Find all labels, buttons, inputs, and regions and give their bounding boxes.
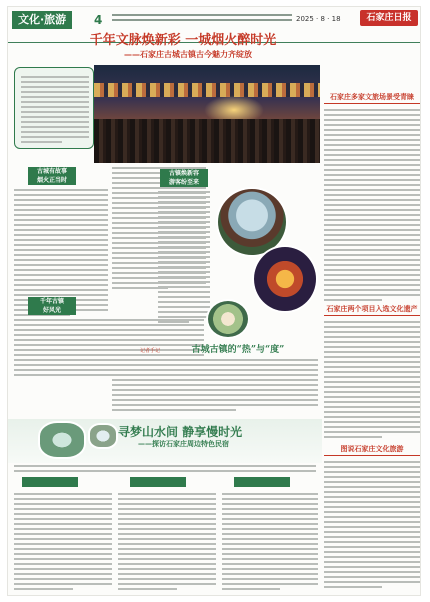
tea-scene-photo [206, 299, 250, 339]
feature-title: 古城古镇的“热”与“度” [191, 345, 285, 355]
bottom-column-text-3 [222, 493, 318, 593]
bottom-headline: 寻梦山水间 静享慢时光 [118, 425, 243, 439]
page-number: 4 [94, 13, 103, 27]
bottom-intro-text [14, 465, 316, 475]
lead-headline: 千年文脉焕新彩 一城烟火醉时光 [89, 33, 277, 48]
column-heading-left-2: 千年古镇 好风光 [28, 297, 76, 315]
intro-box [14, 67, 94, 149]
column-heading-mid-1: 古镇焕新容 游客纷至来 [160, 169, 208, 187]
sidebar-item-3: 图说石家庄文化旅游 [340, 445, 404, 453]
bottom-column-text-2 [118, 493, 216, 593]
hero-photo [94, 65, 320, 163]
bottom-column-tab-1 [22, 477, 78, 487]
sidebar-item-2: 石家庄两个项目入选文化遗产 [326, 305, 418, 313]
newspaper-page [7, 6, 421, 596]
bottom-subheadline: ——探访石家庄周边特色民宿 [138, 440, 229, 448]
feature-text [112, 359, 318, 414]
feature-tag: 记者手记 [140, 348, 161, 354]
section-tab: 文化·旅游 [12, 11, 72, 29]
bottom-column-tab-3 [234, 477, 290, 487]
lead-subheadline: ——石家庄古城古镇古今魅力齐绽放 [124, 50, 252, 59]
homestay-photo [38, 421, 86, 459]
sidebar-item-1: 石家庄多家文旅场景受青睐 [330, 93, 414, 101]
bottom-column-tab-2 [130, 477, 186, 487]
issue-date: 2025 · 8 · 18 [296, 15, 341, 23]
bottom-column-text-1 [14, 493, 112, 593]
right-sidebar [322, 47, 421, 596]
middle-column-text [158, 191, 210, 326]
masthead-meta-line [112, 14, 292, 16]
column-heading-left-1: 古城有故事 烟火正当时 [28, 167, 76, 185]
paper-logo: 石家庄日报 [360, 10, 418, 26]
night-market-photo [252, 245, 318, 313]
homestay-photo-small [88, 423, 118, 449]
masthead-meta-line [112, 19, 292, 21]
